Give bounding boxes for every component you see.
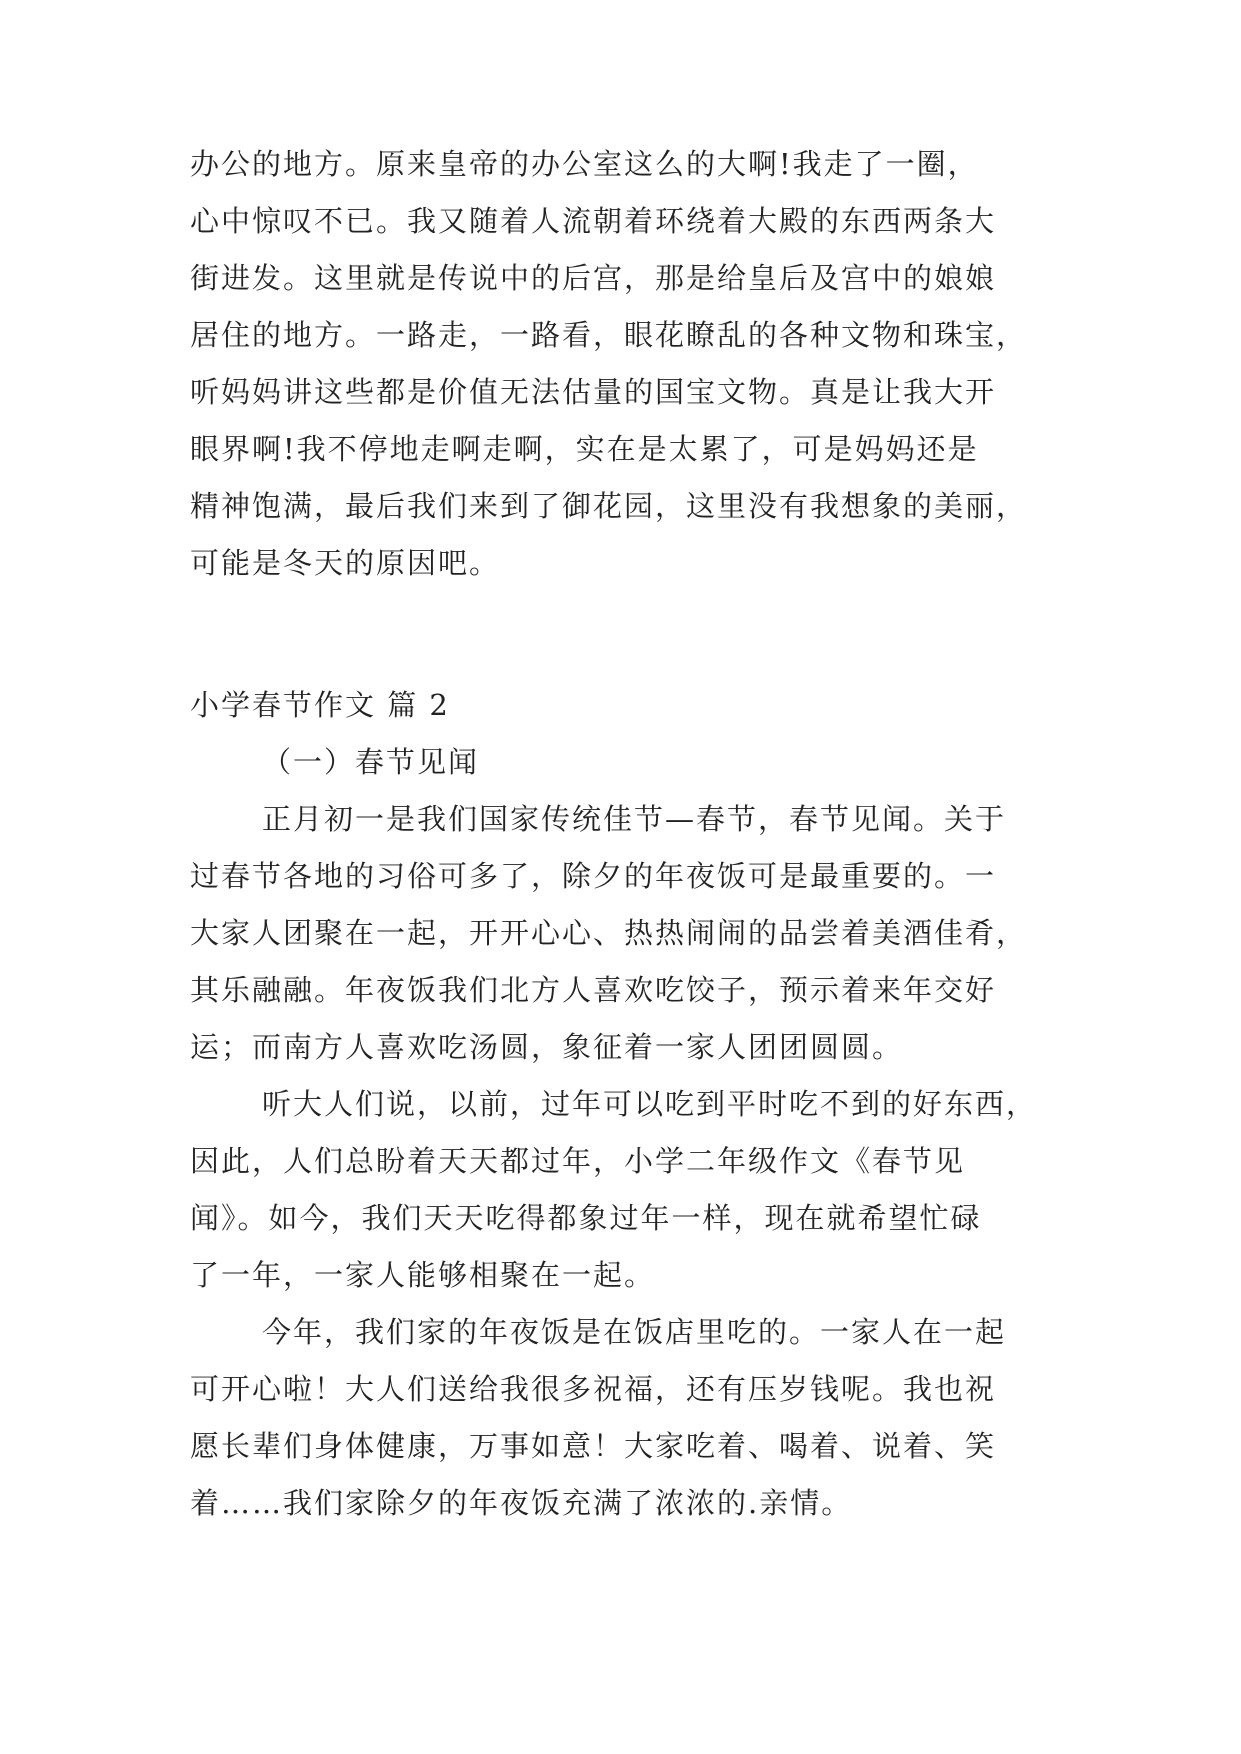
body-text-line: 愿长辈们身体健康，万事如意！大家吃着、喝着、说着、笑 <box>190 1429 997 1463</box>
body-text-line: 今年，我们家的年夜饭是在饭店里吃的。一家人在一起 <box>262 1315 1007 1349</box>
section-subheading: （一）春节见闻 <box>262 745 480 779</box>
body-text-line: 过春节各地的习俗可多了，除夕的年夜饭可是最重要的。一 <box>190 859 997 893</box>
body-text-line: 其乐融融。年夜饭我们北方人喜欢吃饺子，预示着来年交好 <box>190 973 997 1007</box>
body-text-line: 听妈妈讲这些都是价值无法估量的国宝文物。真是让我大开 <box>190 375 997 409</box>
body-text-line: 听大人们说，以前，过年可以吃到平时吃不到的好东西， <box>262 1087 1038 1121</box>
body-text-line: 正月初一是我们国家传统佳节—春节，春节见闻。关于 <box>262 802 1007 836</box>
section-heading: 小学春节作文 篇 2 <box>190 688 450 722</box>
body-text-line: 大家人团聚在一起，开开心心、热热闹闹的品尝着美酒佳肴， <box>190 916 1028 950</box>
body-text-line: 精神饱满，最后我们来到了御花园，这里没有我想象的美丽， <box>190 489 1028 523</box>
body-text-line: 可能是冬天的原因吧。 <box>190 546 501 580</box>
body-text-line: 街进发。这里就是传说中的后宫，那是给皇后及宫中的娘娘 <box>190 261 997 295</box>
body-text-line: 可开心啦！大人们送给我很多祝福，还有压岁钱呢。我也祝 <box>190 1372 997 1406</box>
body-text-line: 闻》。如今，我们天天吃得都象过年一样，现在就希望忙碌 <box>190 1201 982 1235</box>
body-text-line: 办公的地方。原来皇帝的办公室这么的大啊!我走了一圈， <box>190 147 979 181</box>
body-text-line: 运；而南方人喜欢吃汤圆，象征着一家人团团圆圆。 <box>190 1030 904 1064</box>
body-text-line: 因此，人们总盼着天天都过年，小学二年级作文《春节见 <box>190 1144 966 1178</box>
body-text-line: 眼界啊!我不停地走啊走啊，实在是太累了，可是妈妈还是 <box>190 432 979 466</box>
body-text-line: 着……我们家除夕的年夜饭充满了浓浓的.亲情。 <box>190 1486 853 1520</box>
body-text-line: 了一年，一家人能够相聚在一起。 <box>190 1258 656 1292</box>
body-text-line: 居住的地方。一路走，一路看，眼花瞭乱的各种文物和珠宝， <box>190 318 1028 352</box>
body-text-line: 心中惊叹不已。我又随着人流朝着环绕着大殿的东西两条大 <box>190 204 997 238</box>
